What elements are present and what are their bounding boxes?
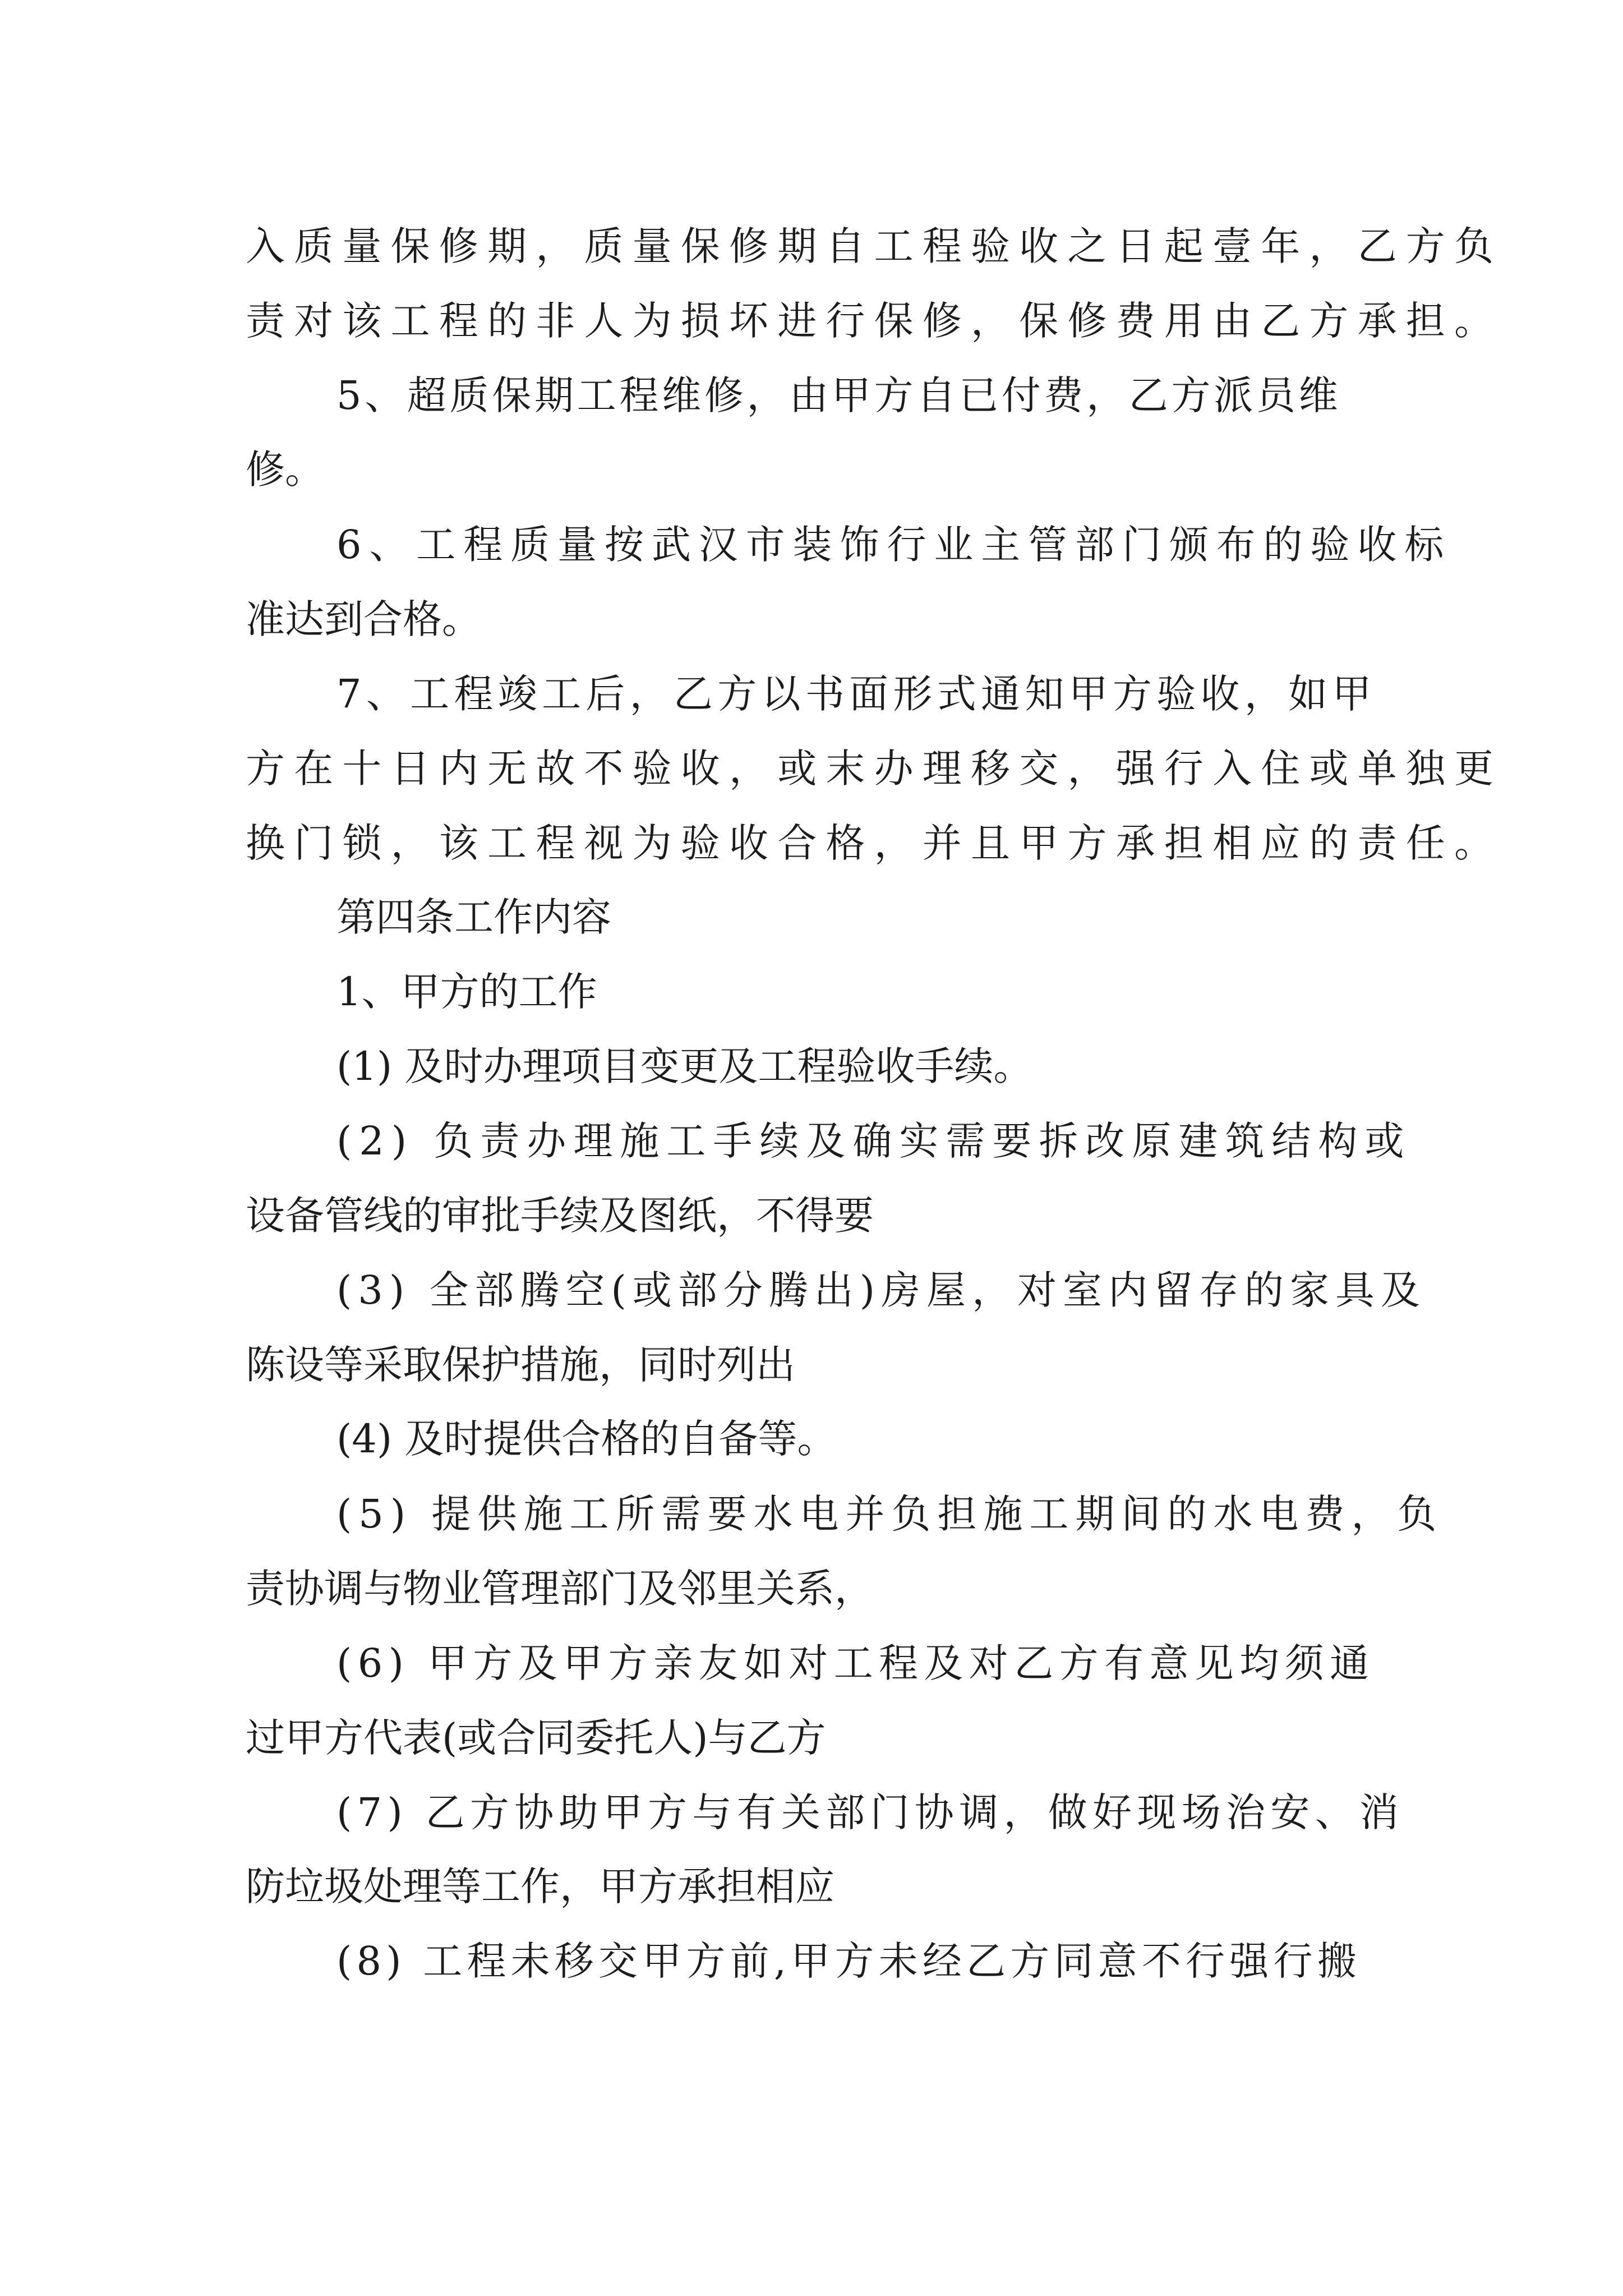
text-line: (5) 提供施工所需要水电并负担施工期间的水电费，负 bbox=[336, 1491, 1444, 1537]
text-line: 准达到合格。 bbox=[246, 596, 481, 642]
text-line: 换门锁，该工程视为验收合格，并且甲方承担相应的责任。 bbox=[246, 820, 1503, 866]
text-line: 修。 bbox=[246, 447, 324, 493]
text-line: 入质量保修期，质量保修期自工程验收之日起壹年，乙方负 bbox=[246, 223, 1503, 269]
text-line: 1、甲方的工作 bbox=[336, 969, 597, 1015]
text-line: (6) 甲方及甲方亲友如对工程及对乙方有意见均须通 bbox=[336, 1640, 1375, 1686]
text-line: (3) 全部腾空(或部分腾出)房屋，对室内留存的家具及 bbox=[336, 1267, 1427, 1313]
text-line: (7) 乙方协助甲方与有关部门协调，做好现场治安、消 bbox=[336, 1789, 1404, 1835]
text-line: 5、超质保期工程维修，由甲方自已付费，乙方派员维 bbox=[336, 372, 1341, 418]
text-line: 责对该工程的非人为损坏进行保修，保修费用由乙方承担。 bbox=[246, 298, 1503, 344]
text-line: 陈设等采取保护措施，同时列出 bbox=[246, 1342, 795, 1388]
text-line: 方在十日内无故不验收，或末办理移交，强行入住或单独更 bbox=[246, 746, 1503, 792]
text-line: (2) 负责办理施工手续及确实需要拆改原建筑结构或 bbox=[336, 1118, 1412, 1164]
text-line: (8) 工程未移交甲方前,甲方未经乙方同意不行强行搬 bbox=[336, 1938, 1361, 1984]
text-line: (1) 及时办理项目变更及工程验收手续。 bbox=[336, 1043, 1033, 1089]
text-line: 7、工程竣工后，乙方以书面形式通知甲方验收，如甲 bbox=[336, 671, 1376, 717]
text-line: 防垃圾处理等工作，甲方承担相应 bbox=[246, 1864, 834, 1910]
text-line: 6、工程质量按武汉市装饰行业主管部门颁布的验收标 bbox=[336, 522, 1452, 568]
text-line: 设备管线的审批手续及图纸，不得要 bbox=[246, 1193, 874, 1239]
section-heading: 第四条工作内容 bbox=[336, 894, 611, 940]
text-line: 责协调与物业管理部门及邻里关系， bbox=[246, 1566, 874, 1612]
text-line: 过甲方代表(或合同委托人)与乙方 bbox=[246, 1715, 826, 1761]
text-line: (4) 及时提供合格的自备等。 bbox=[336, 1416, 837, 1462]
